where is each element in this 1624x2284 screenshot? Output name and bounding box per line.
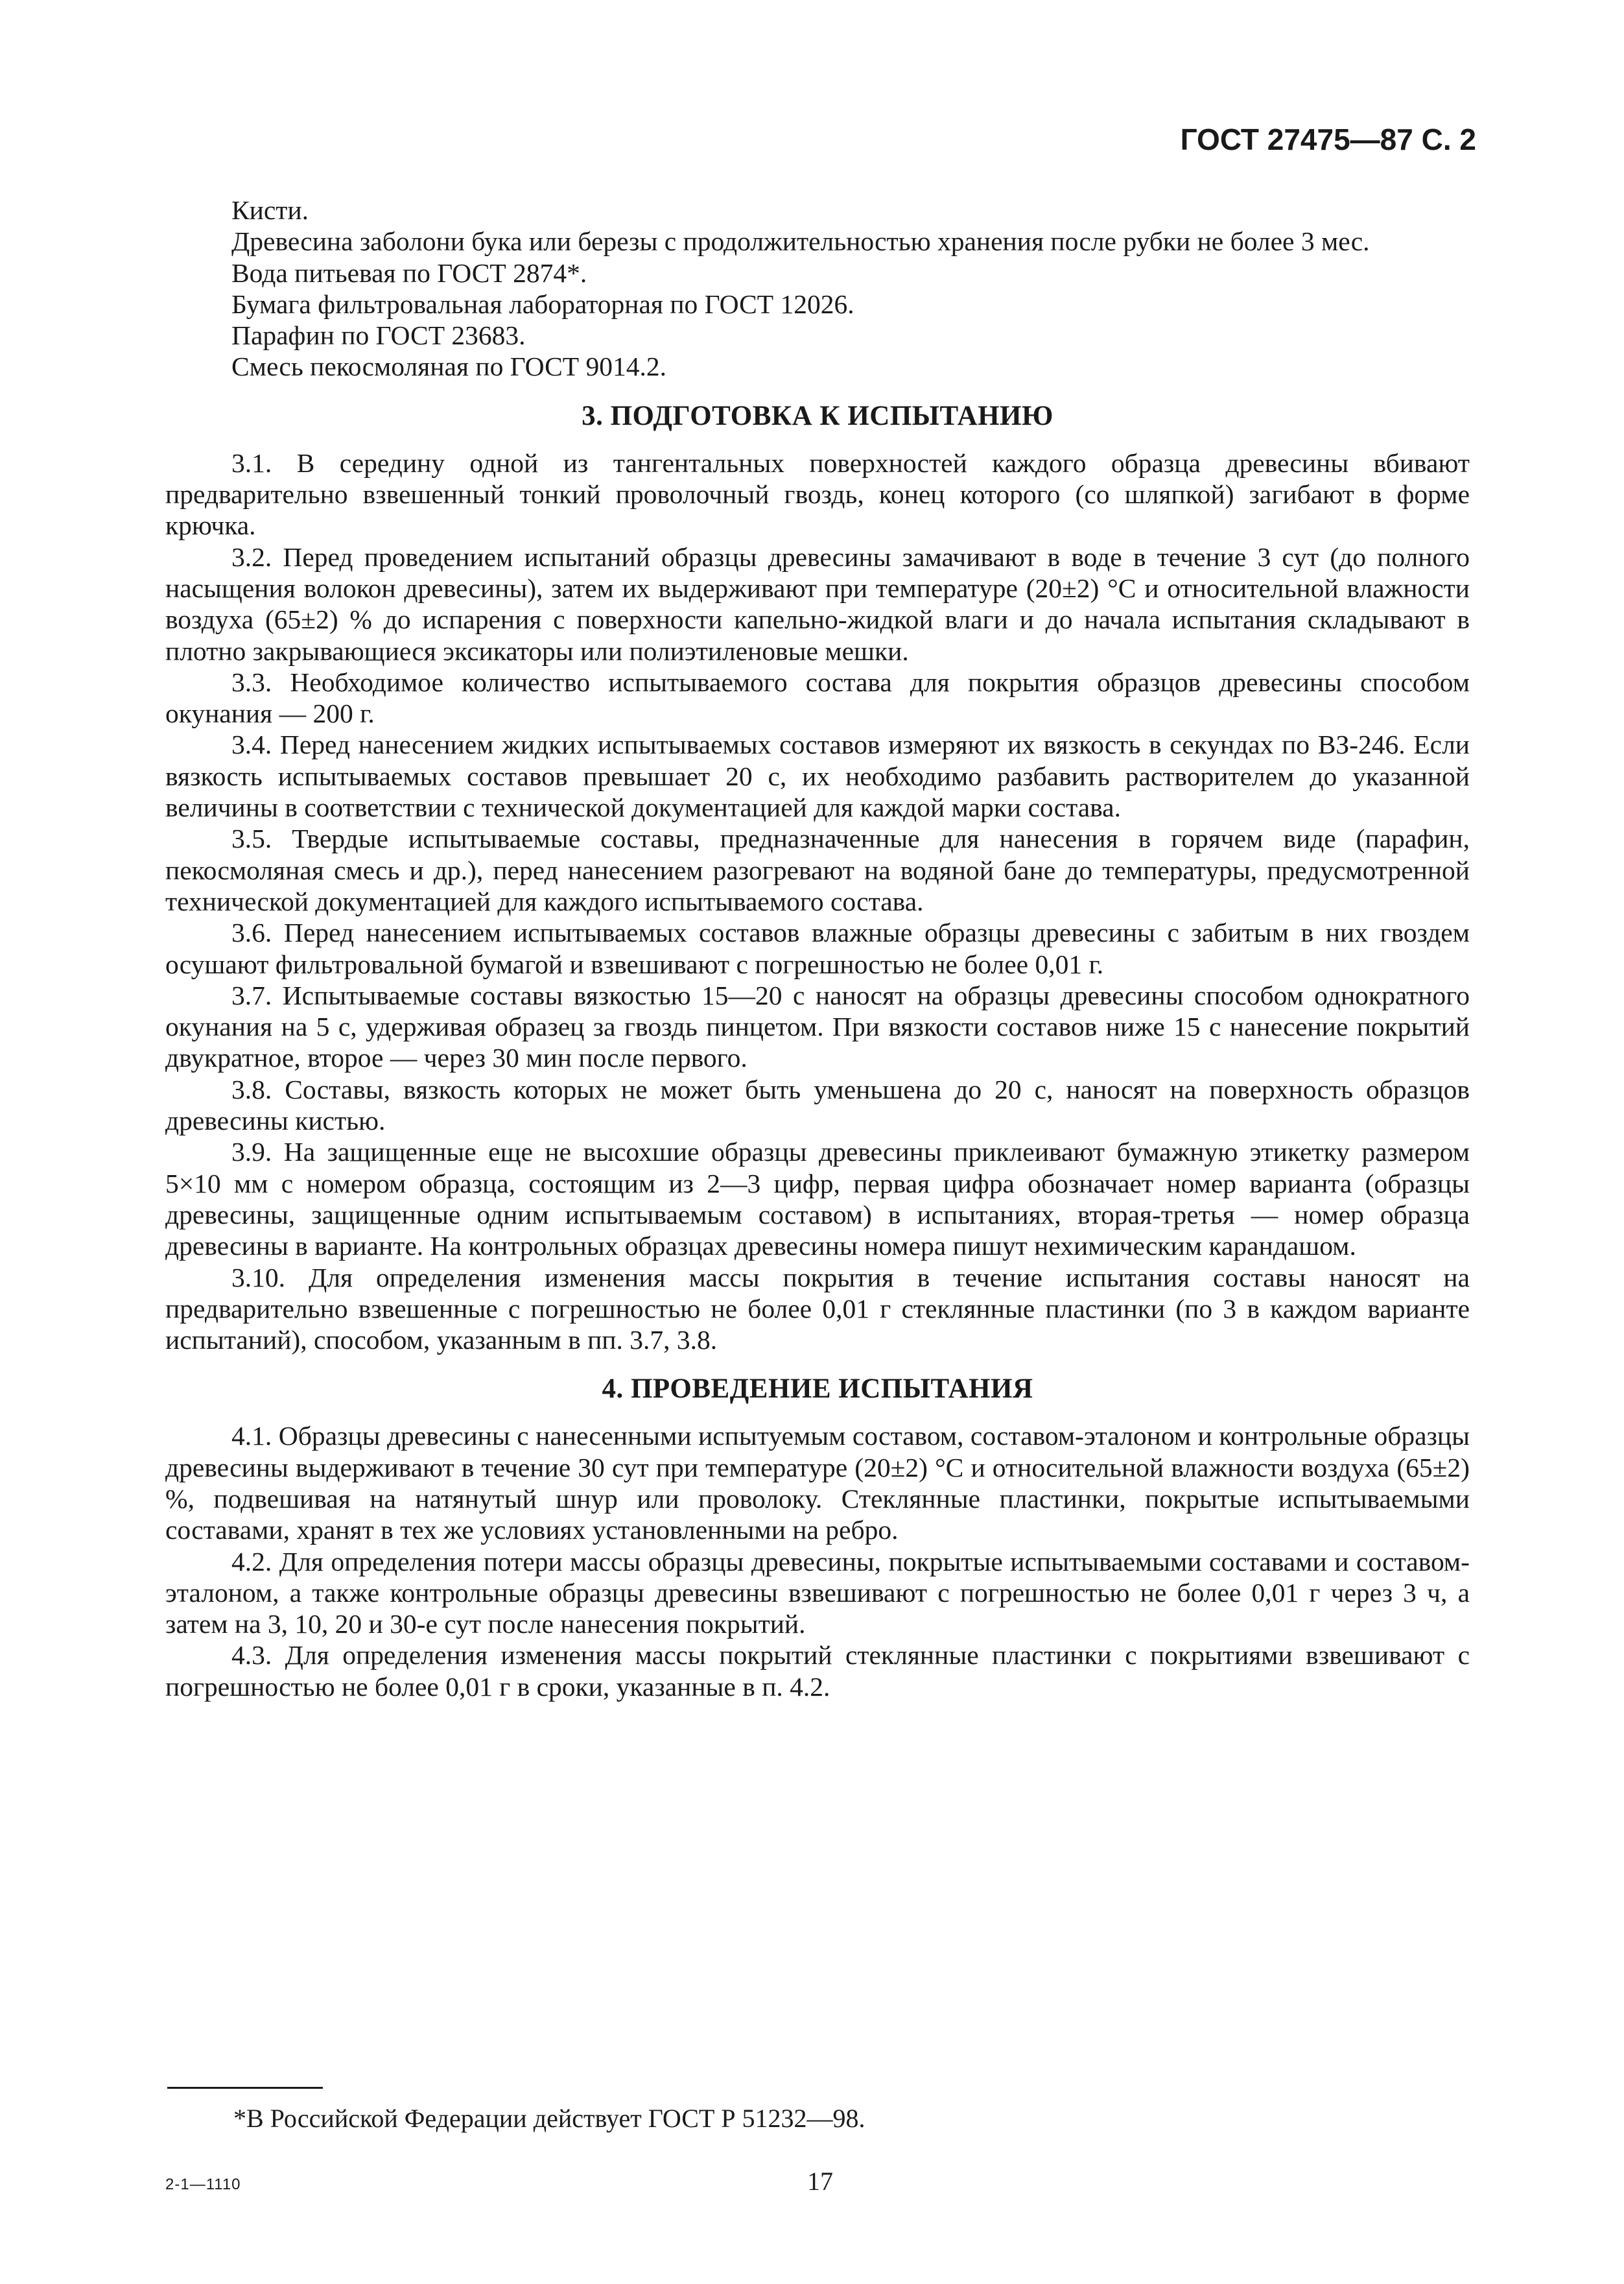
clause-4-3: 4.3. Для определения изменения массы покрытий стеклянные пластинки с покрытиями взвешивают с погрешностью не более 0,01 г в сроки, указанные в п. 4.2. — [165, 1640, 1470, 1702]
clause-3-1: 3.1. В середину одной из тангентальных поверхностей каждого образца древесины вбивают предварительно взвешенный тонкий проволочный гвоздь, конец которого (со шляпкой) загибают в форме крючка. — [165, 447, 1470, 541]
clause-3-2: 3.2. Перед проведением испытаний образцы древесины замачивают в воде в течение 3 сут (до полного насыщения волокон древесины), затем их выдерживают при температуре (20±2) °С и относительной влажности воздуха (65±2) % до испарения с поверхности капельно-жидкой влаги и до начала испытания складывают в плотно закрывающиеся эксикаторы или полиэтиленовые мешки. — [165, 541, 1470, 666]
document-body — [165, 195, 1470, 1702]
materials-item: Парафин по ГОСТ 23683. — [231, 320, 526, 351]
page-header: ГОСТ 27475—87 С. 2 — [1180, 123, 1476, 156]
clause-3-6: 3.6. Перед нанесением испытываемых составов влажные образцы древесины с забитым в них гвоздем осушают фильтровальной бумагой и взвешивают с погрешностью не более 0,01 г. — [165, 918, 1470, 979]
materials-item: Древесина заболони бука или березы с продолжительностью хранения после рубки не более 3 мес. — [231, 226, 1370, 257]
clause-3-9: 3.9. На защищенные еще не высохшие образцы древесины приклеивают бумажную этикетку размером 5×10 мм с номером образца, состоящим из 2—3 цифр, первая цифра обозначает номер варианта (образцы древесины, защищенные одним испытываемым составом) в испытаниях, вторая-третья — номер образца древесины в варианте. На контрольных образцах древесины номера пишут нехимическим карандашом. — [165, 1137, 1470, 1261]
print-code: 2-1—1110 — [165, 2176, 241, 2193]
clause-3-5: 3.5. Твердые испытываемые составы, предназначенные для нанесения в горячем виде (парафин, пекосмоляная смесь и др.), перед нанесением разогревают на водяной бане до температуры, предусмотренной технической документацией для каждого испытываемого состава. — [165, 824, 1470, 916]
materials-item: Кисти. — [231, 195, 309, 225]
materials-item: Смесь пекосмоляная по ГОСТ 9014.2. — [231, 351, 667, 382]
clause-3-7: 3.7. Испытываемые составы вязкостью 15—20 с наносят на образцы древесины способом однократного окунания на 5 с, удерживая образец за гвоздь пинцетом. При вязкости составов ниже 15 с нанесение покрытий двукратное, второе — через 30 мин после первого. — [165, 980, 1470, 1073]
materials-item: Бумага фильтровальная лабораторная по ГОСТ 12026. — [231, 289, 854, 319]
clause-4-2: 4.2. Для определения потери массы образцы древесины, покрытые испытываемыми составами и составом-эталоном, а также контрольные образцы древесины взвешивают с погрешностью не более 0,01 г через 3 ч, а затем на 3, 10, 20 и 30-е сут после нанесения покрытий. — [165, 1546, 1470, 1639]
clause-3-4: 3.4. Перед нанесением жидких испытываемых составов измеряют их вязкость в секундах по ВЗ-246. Если вязкость испытываемых составов превышает 20 с, их необходимо разбавить растворителем до указанной величины в соответствии с технической документацией для каждой марки состава. — [165, 730, 1470, 823]
clause-4-1: 4.1. Образцы древесины с нанесенными испытуемым составом, составом-эталоном и контрольные образцы древесины выдерживают в течение 30 сут при температуре (20±2) °С и относительной влажности воздуха (65±2) %, подвешивая на натянутый шнур или проволоку. Стеклянные пластинки, покрытые испытываемыми составами, хранят в тех же условиях установленными на ребро. — [165, 1421, 1470, 1545]
section-3-heading: 3. ПОДГОТОВКА К ИСПЫТАНИЮ — [582, 400, 1053, 431]
footnote-divider — [167, 2087, 323, 2089]
clause-3-10: 3.10. Для определения изменения массы покрытия в течение испытания составы наносят на предварительно взвешенные с погрешностью не более 0,01 г стеклянные пластинки (по 3 в каждом варианте испытаний), способом, указанным в пп. 3.7, 3.8. — [165, 1262, 1470, 1355]
materials-item: Вода питьевая по ГОСТ 2874*. — [231, 257, 587, 288]
page-number: 17 — [807, 2167, 833, 2196]
clause-3-3: 3.3. Необходимое количество испытываемого состава для покрытия образцов древесины способом окунания — 200 г. — [165, 667, 1470, 729]
footnote: *В Российской Федерации действует ГОСТ Р 51232—98. — [233, 2104, 865, 2133]
clause-3-8: 3.8. Составы, вязкость которых не может быть уменьшена до 20 с, наносят на поверхность образцов древесины кистью. — [165, 1074, 1470, 1136]
section-4-heading: 4. ПРОВЕДЕНИЕ ИСПЫТАНИЯ — [602, 1374, 1033, 1405]
